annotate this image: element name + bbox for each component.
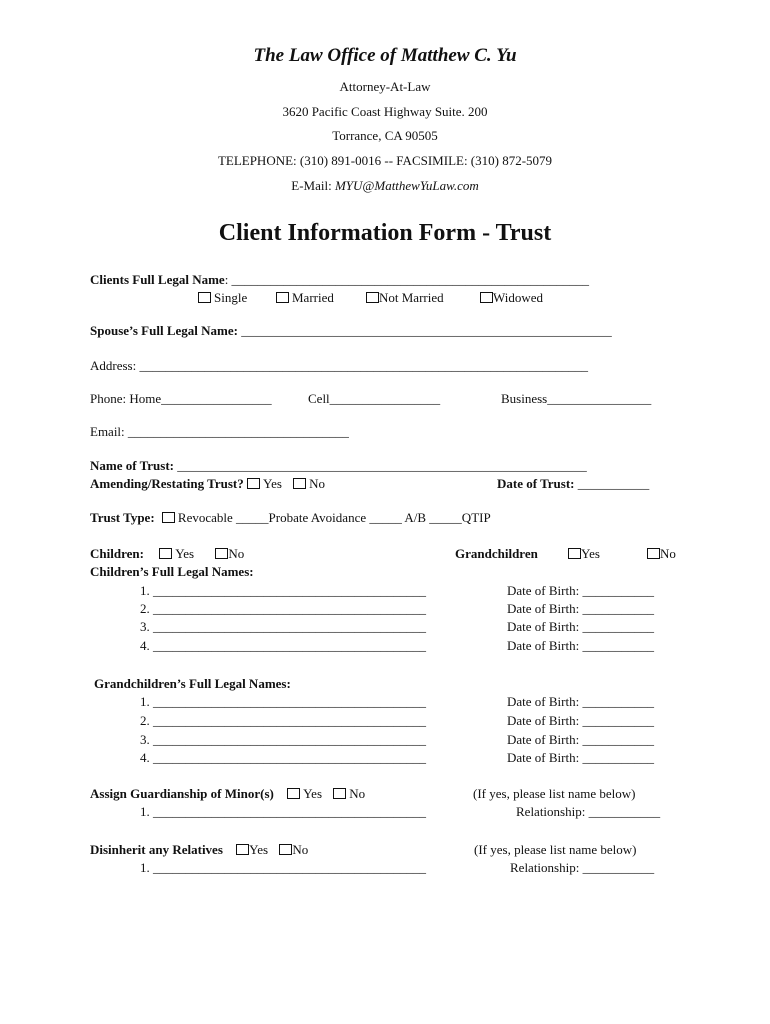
- option-label: No: [292, 842, 309, 857]
- checkbox[interactable]: [279, 844, 292, 855]
- grandchild-row-1[interactable]: [140, 694, 426, 710]
- child-row-1[interactable]: [140, 583, 426, 599]
- guardian-row-1[interactable]: [140, 804, 426, 820]
- phone-cell-row: [308, 391, 440, 407]
- option-label: Yes: [303, 786, 323, 801]
- email-label: E-Mail:: [291, 178, 332, 193]
- trust-type-options[interactable]: Revocable _____Probate Avoidance _____ A/B _____QTIP: [177, 510, 491, 525]
- marital-status-not-married[interactable]: [366, 290, 444, 306]
- guardianship-yes-option[interactable]: [287, 786, 322, 801]
- trust-type-row: [90, 510, 491, 526]
- client-name-row: [90, 272, 589, 288]
- email-field[interactable]: __________________________________: [127, 424, 349, 439]
- option-label: Yes: [262, 476, 282, 491]
- grandchild-name-field[interactable]: __________________________________________: [153, 694, 426, 709]
- child-name-field[interactable]: __________________________________________: [153, 638, 426, 653]
- option-label: Not Married: [379, 290, 444, 305]
- guardianship-row: [90, 786, 365, 802]
- email-field-label: Email:: [90, 424, 125, 439]
- row-number: 1.: [140, 860, 150, 875]
- grandchild-row-3[interactable]: [140, 732, 426, 748]
- row-number: 1.: [140, 694, 150, 709]
- client-name-label: Clients Full Legal Name: [90, 272, 225, 287]
- child-name-field[interactable]: __________________________________________: [153, 583, 426, 598]
- grandchild-row-4[interactable]: [140, 750, 426, 766]
- disinherit-row: [90, 842, 308, 858]
- phone-business-field[interactable]: ________________: [547, 391, 652, 406]
- checkbox[interactable]: [236, 844, 249, 855]
- row-number: 3.: [140, 732, 150, 747]
- checkbox[interactable]: [568, 548, 581, 559]
- address-field[interactable]: _____________________________________________________________________: [139, 358, 588, 373]
- grandchild-dob-1[interactable]: Date of Birth: ___________: [507, 694, 654, 709]
- child-row-3[interactable]: [140, 619, 426, 635]
- row-number: 2.: [140, 713, 150, 728]
- checkbox[interactable]: [333, 788, 346, 799]
- disinherit-row-1[interactable]: [140, 860, 426, 876]
- trust-name-label: Name of Trust:: [90, 458, 175, 473]
- option-label: No: [349, 786, 366, 801]
- amending-label: Amending/Restating Trust?: [90, 476, 244, 491]
- child-dob-4[interactable]: Date of Birth: ___________: [507, 638, 654, 653]
- guardian-name-field[interactable]: __________________________________________: [153, 804, 426, 819]
- guardian-relationship[interactable]: Relationship: ___________: [516, 804, 661, 819]
- guardianship-no-option[interactable]: [333, 786, 365, 801]
- checkbox[interactable]: [287, 788, 300, 799]
- guardianship-label: Assign Guardianship of Minor(s): [90, 786, 274, 801]
- option-label: Married: [292, 290, 334, 305]
- firm-address-line1: 3620 Pacific Coast Highway Suite. 200: [282, 104, 488, 119]
- email-line: [0, 178, 770, 194]
- disinherit-relationship[interactable]: Relationship: ___________: [510, 860, 655, 875]
- row-number: 1.: [140, 804, 150, 819]
- trust-name-row: [90, 458, 587, 474]
- form-title: Client Information Form - Trust: [218, 220, 552, 246]
- phone-home-label: Phone: Home: [90, 391, 162, 406]
- child-row-2[interactable]: [140, 601, 426, 617]
- option-label: No: [309, 476, 326, 491]
- children-row: [90, 546, 244, 562]
- phone-cell-label: Cell: [308, 391, 330, 406]
- amending-no-option[interactable]: [293, 476, 325, 491]
- spouse-name-field[interactable]: _________________________________________________________: [241, 323, 612, 338]
- children-no-option[interactable]: [215, 546, 244, 561]
- row-number: 3.: [140, 619, 150, 634]
- grandchildren-label: Grandchildren: [455, 546, 538, 561]
- checkbox[interactable]: [198, 292, 211, 303]
- grandchild-dob-3[interactable]: Date of Birth: ___________: [507, 732, 654, 747]
- amending-row: [90, 476, 325, 492]
- phone-cell-field[interactable]: _________________: [329, 391, 441, 406]
- checkbox[interactable]: [647, 548, 660, 559]
- grandchild-name-field[interactable]: __________________________________________: [153, 713, 426, 728]
- option-label: Yes: [581, 546, 600, 561]
- phone-business-label: Business: [501, 391, 548, 406]
- option-label: Yes: [175, 546, 195, 561]
- grandchild-dob-4[interactable]: Date of Birth: ___________: [507, 750, 654, 765]
- disinherit-note: (If yes, please list name below): [474, 842, 637, 857]
- marital-status-single[interactable]: [198, 290, 247, 306]
- phone-home-field[interactable]: _________________: [161, 391, 272, 406]
- child-name-field[interactable]: __________________________________________: [153, 601, 426, 616]
- trust-name-field[interactable]: _______________________________________________________________: [177, 458, 587, 473]
- address-row: [90, 358, 588, 374]
- child-dob-1[interactable]: Date of Birth: ___________: [507, 583, 654, 598]
- trust-type-label: Trust Type:: [90, 510, 155, 525]
- children-label: Children:: [90, 546, 144, 561]
- marital-status-married[interactable]: [276, 290, 334, 306]
- children-yes-option[interactable]: [159, 546, 194, 561]
- child-dob-2[interactable]: Date of Birth: ___________: [507, 601, 654, 616]
- row-number: 4.: [140, 750, 150, 765]
- checkbox[interactable]: [247, 478, 260, 489]
- checkbox[interactable]: [276, 292, 289, 303]
- grandchildren-yes-option[interactable]: [568, 546, 600, 562]
- grandchild-name-field[interactable]: __________________________________________: [153, 750, 426, 765]
- child-row-4[interactable]: [140, 638, 426, 654]
- trust-date-field[interactable]: ___________: [577, 476, 650, 491]
- option-label: Widowed: [493, 290, 544, 305]
- spouse-row: [90, 323, 612, 339]
- checkbox[interactable]: [366, 292, 379, 303]
- relative-name-field[interactable]: __________________________________________: [153, 860, 426, 875]
- marital-status-widowed[interactable]: [480, 290, 543, 306]
- row-number: 2.: [140, 601, 150, 616]
- email-row: [90, 424, 349, 440]
- child-name-field[interactable]: __________________________________________: [153, 619, 426, 634]
- grandchild-row-2[interactable]: [140, 713, 426, 729]
- client-name-field[interactable]: : _______________________________________________________: [224, 272, 590, 287]
- firm-email: MYU@MatthewYuLaw.com: [334, 178, 479, 193]
- firm-name: The Law Office of Matthew C. Yu: [253, 45, 517, 66]
- grandchild-dob-2[interactable]: Date of Birth: ___________: [507, 713, 654, 728]
- option-label: Yes: [249, 842, 269, 857]
- trust-date-label: Date of Trust:: [497, 476, 575, 491]
- revocable-checkbox[interactable]: [162, 512, 175, 523]
- children-names-label: Children’s Full Legal Names:: [90, 564, 254, 579]
- checkbox[interactable]: [293, 478, 306, 489]
- checkbox[interactable]: [480, 292, 493, 303]
- amending-yes-option[interactable]: [247, 476, 282, 491]
- option-label: Single: [214, 290, 248, 305]
- spouse-label: Spouse’s Full Legal Name:: [90, 323, 238, 338]
- disinherit-no-option[interactable]: [279, 842, 308, 857]
- disinherit-label: Disinherit any Relatives: [90, 842, 223, 857]
- grandchild-name-field[interactable]: __________________________________________: [153, 732, 426, 747]
- phone-home-row: [90, 391, 272, 407]
- guardianship-note: (If yes, please list name below): [473, 786, 636, 801]
- disinherit-yes-option[interactable]: [236, 842, 268, 857]
- phone-business-row: [501, 391, 651, 407]
- grandchildren-names-label: Grandchildren’s Full Legal Names:: [94, 676, 291, 691]
- row-number: 1.: [140, 583, 150, 598]
- checkbox[interactable]: [159, 548, 172, 559]
- address-label: Address:: [90, 358, 137, 373]
- option-label: No: [228, 546, 245, 561]
- child-dob-3[interactable]: Date of Birth: ___________: [507, 619, 654, 634]
- option-label: No: [660, 546, 676, 561]
- grandchildren-no-option[interactable]: [647, 546, 676, 562]
- attorney-title: Attorney-At-Law: [339, 79, 431, 94]
- trust-date-row: [497, 476, 649, 492]
- phone-fax-line: TELEPHONE: (310) 891-0016 -- FACSIMILE: (310) 872-5079: [217, 153, 553, 168]
- checkbox[interactable]: [215, 548, 228, 559]
- row-number: 4.: [140, 638, 150, 653]
- firm-address-line2: Torrance, CA 90505: [332, 128, 438, 143]
